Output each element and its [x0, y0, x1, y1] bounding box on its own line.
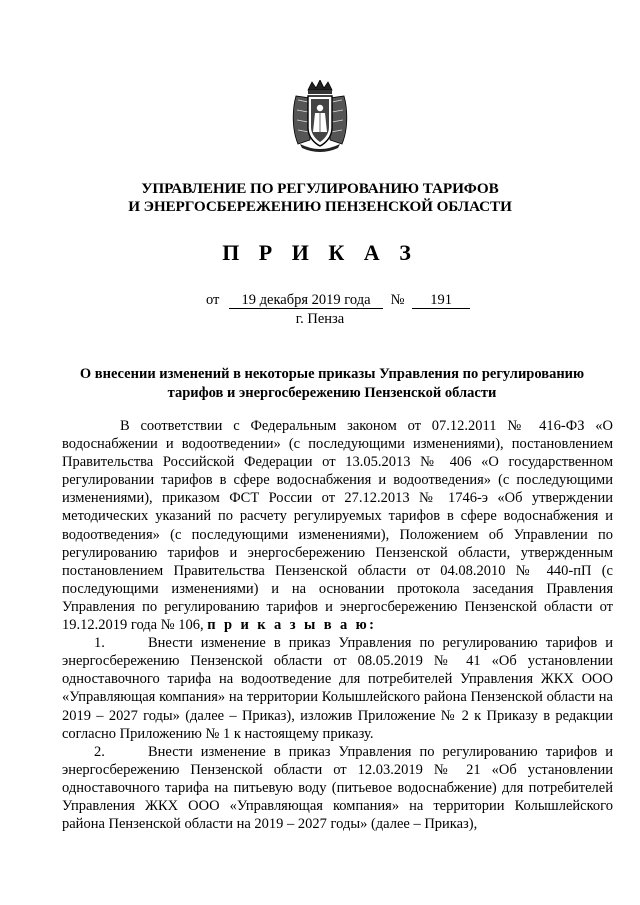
document-body — [62, 417, 613, 833]
document-city: г. Пенза — [295, 311, 345, 327]
item-number: 2. — [94, 743, 105, 760]
organization-name-line2: И ЭНЕРГОСБЕРЕЖЕНИЮ ПЕНЗЕНСКОЙ ОБЛАСТИ — [128, 198, 512, 215]
document-subject: О внесении изменений в некоторые приказы Управления по регулированию тарифов и энергосбережению Пензенской области — [79, 366, 585, 401]
item-number: 1. — [94, 635, 105, 652]
preamble-paragraph — [62, 417, 613, 634]
from-label: от — [206, 292, 220, 308]
document-date: 19 декабря 2019 года — [229, 293, 383, 309]
list-item — [62, 634, 613, 743]
document-type-title: П Р И К А З — [222, 240, 418, 265]
document-number: 191 — [412, 293, 470, 309]
preamble-text: В соответствии с Федеральным законом от 07.12.2011 № 416-ФЗ «О водоснабжении и водоотведении» (с последующими изменениями), постановлением Правительства Российской Федерации от 13.05.2013 № 406 «О государственном регулировании тарифов в сфере водоснабжения и водоотведения» (с последующими изменениями), приказом ФСТ России от 27.12.2013 № 1746-э «Об утверждении методических указаний по расчету регулируемых тарифов в сфере водоснабжения и водоотведения» (с последующими изменениями), Положением об Управлении по регулированию тарифов и энергосбережению Пензенской области, утвержденным постановлением Правительства Пензенской области от 04.08.2010 № 440-пП (с последующими изменениями) и на основании протокола заседания Правления Управления по регулированию тарифов и энергосбережению Пензенской области от 19.12.2019 года № 106, — [62, 418, 613, 634]
item-text: Внести изменение в приказ Управления по регулированию тарифов и энергосбережению Пензенской области от 08.05.2019 № 41 «Об установлении одноставочного тарифа на водоотведение для потребителей Управления ЖКХ ООО «Управляющая компания» на территории Колышлейского района Пензенской области на 2019 – 2027 годы» (далее – Приказ), изложив Приложение № 2 к Приказу в редакции согласно Приложению № 1 к настоящему приказу. — [62, 635, 613, 742]
list-item — [62, 743, 613, 833]
item-text: Внести изменение в приказ Управления по регулированию тарифов и энергосбережению Пензенской области от 12.03.2019 № 21 «Об установлении одноставочного тарифа на питьевую воду (питьевое водоснабжение) для потребителей Управления ЖКХ ООО «Управляющая компания» на территории Колышлейского района Пензенской области на 2019 – 2027 годы» (далее – Приказ), — [62, 743, 613, 833]
organization-name-line1: УПРАВЛЕНИЕ ПО РЕГУЛИРОВАНИЮ ТАРИФОВ — [141, 180, 499, 197]
document-date-line — [206, 292, 470, 309]
number-label: № — [390, 292, 405, 308]
order-word: п р и к а з ы в а ю: — [207, 617, 377, 634]
penza-region-coat-of-arms-icon — [290, 80, 350, 152]
